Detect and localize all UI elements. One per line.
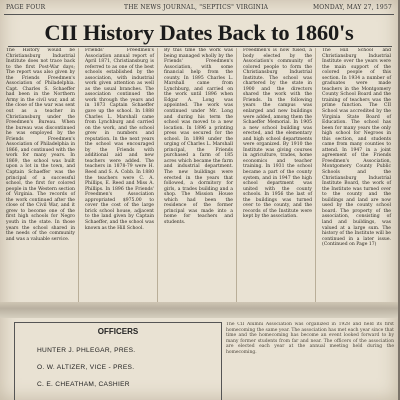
- article-column-3: By this time the work was being managed wholly by the Friends' Freedmen's Association, with some financial help from the county. In 1895 Charles L. Marshall came from Lynchburg, and carried on the work until 1896 when Edgar A. Long was appointed. The work was continued under Mr. Long and during his term the school was moved to a new location. In 1896 a printing press was secured for the school. In 1898 under the urging of Charles L. Marshall principal, the Friends purchased a farm of 185 acres which became the farm and industrial department. The new buildings were erected in the years that followed, a dormitory for girls, a trades building and a shop. The Mission House which had been the residence of the former principal was made into a home for teachers and students.: [164, 48, 237, 302]
- officer-vice-president: O. W. ALTIZER, VICE - PRES.: [37, 364, 135, 371]
- article-column-5: The Hill School and Christiansburg Industrial Institute over the years were the main support of the colored people of this section. In 1934 a number of graduates were made teachers in the Montgomery County School Board and the training of teachers was the prime function. The CII School was accredited by the Virginia State Board of Education. The school has been for many years the only high school for Negroes in this section, and students came from many counties to attend. In 1947 in a joint agreement of the Friends Freedmen's Association, Montgomery County Public Schools and the Christiansburg Industrial Institute Board, the work of the Institute was turned over to the county and the buildings and land are now used by the county school board. The property of the association, consisting of land and buildings, was valued at a large sum. The history of the Institute will be continued in a later issue. (Continued on Page 17): [322, 48, 391, 248]
- page-number: PAGE FOUR: [6, 4, 46, 11]
- newspaper-name: THE NEWS JOURNAL, "SEPTICS" VIRGINIA: [124, 4, 269, 11]
- lower-article-text: The CII Alumni Association was organized in 1928 and held its first homecoming the same year. The association has met each year since that time and the homecoming has become an event looked forward to by many former students from far and near. The officers of the association are elected each year at the annual meeting held during the homecoming.: [226, 322, 394, 355]
- issue-date: MONDAY, MAY 27, 1957: [312, 4, 392, 11]
- officers-title: OFFICERS: [97, 327, 139, 336]
- article-column-2: Friends' Freedmen's Association annual report of April 1871, Christiansburg is referred to as one of the best schools established by the association, with industrial work given attention as well as the usual branches. The association continued the work through the years and in 1873 Captain Schaeffer gave up the school. In 1888 Charles L. Marshall came from Lynchburg and carried on the work, and the school grew in numbers and reputation. In the next years the school was encouraged by the Friends with additional aid and new teachers were added. The teachers in 1878-79 were H. Reed and S. A. Cobb. In 1880 the teachers were C. A. Phillips, E. Reed and Miss A. Phillips. In 1896 the Friends' Freedmen's Association appropriated $975.00 to cover the cost of the large brick school house, adjacent to the land given by Captain Schaeffer, and the school was known as the Hill School.: [85, 48, 158, 302]
- page-fold: [0, 302, 398, 318]
- officer-president: HUNTER J. PHLEGAR, PRES.: [37, 347, 136, 354]
- article-column-4: Freedmen's is now fused, a body elected by the Association's community of colored people to form the Christiansburg Industrial Institute. The school was chartered by the state in 1900 and the directors shared the work with the Friends. In the following years the campus was enlarged and new buildings were added, among them the Schaeffer Memorial. In 1905 a new school building was erected, and the elementary and high school departments were organized. By 1910 the Institute was giving courses in agriculture, trades, home economics and teacher training. In 1931 the school became a part of the county system, and in 1947 the high school department was united with the county schools. In 1956 the last of the buildings was turned over to the county, and the records of the Institute were kept by the association.: [243, 48, 316, 302]
- headline-rule: [8, 46, 392, 47]
- article-columns: [6, 48, 394, 302]
- officer-cashier: C. E. CHEATHAM, CASHIER: [37, 381, 130, 388]
- officers-advertisement: [14, 322, 222, 400]
- headline: CII History Dates Back to 1860's: [44, 20, 354, 45]
- article-column-1: The History would be Christiansburg Industrial Institute does not trace back to the first Post-War days; The report was also given by the Friends Freedmen's Association of Philadelphia. Capt. Charles S. Schaeffer had been in the Northern Army in the civil war, and at the close of the war was sent out as a teacher in Christiansburg under the Freedmen's Bureau. When the bureau was discontinued he was employed by the Friends Freedmen's Association of Philadelphia in 1866, and continued with the work for many years. In 1869, the school was built upon a lot in the town, and Captain Schaeffer was the principal of a successful school, the first for colored people in the Western section of Virginia. The records of the work continued after the close of the Civil War, and it grew to become one of the first high schools for Negro youth in the state. In those years the school shared in the needs of the community and was a valuable service.: [6, 48, 79, 302]
- folio-bar: [4, 2, 394, 15]
